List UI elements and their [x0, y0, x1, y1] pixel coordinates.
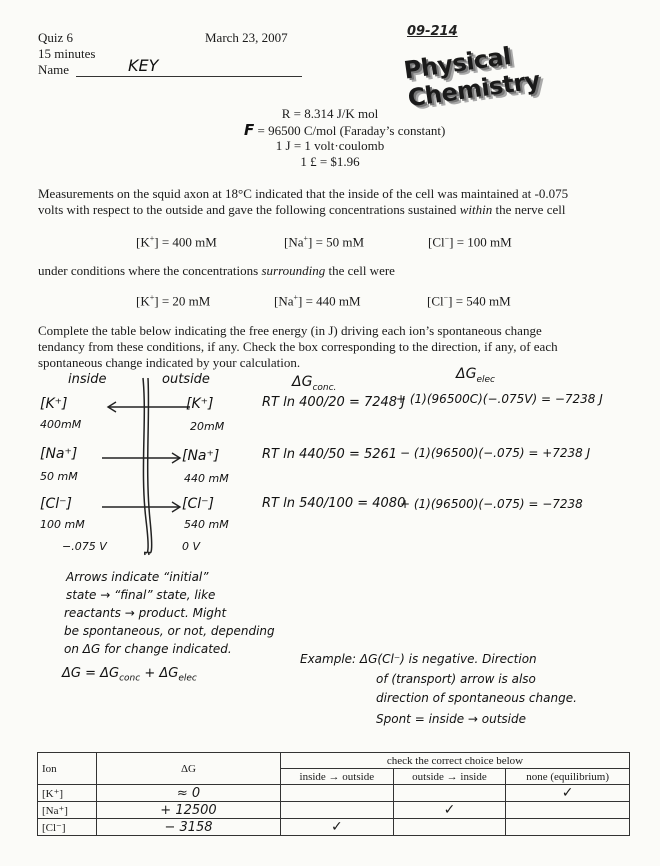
- outside-voltage: 0 V: [182, 540, 201, 553]
- na-inside-label: [Na⁺]: [40, 446, 78, 462]
- na-outside-conc: 440 mM: [184, 472, 229, 485]
- calc-cl-elec: + (1)(96500)(−.075) = −7238: [400, 497, 583, 511]
- inside-k: [K+] = 400 mM: [136, 234, 217, 250]
- constant-pound: 1 £ = $1.96: [300, 154, 360, 169]
- inside-na: [Na+] = 50 mM: [284, 234, 365, 250]
- col-inside-outside: inside → outside: [281, 769, 394, 785]
- example-line-3: direction of spontaneous change.: [376, 691, 577, 705]
- k-outside-conc: 20mM: [190, 420, 225, 433]
- check-inside-outside[interactable]: [281, 785, 394, 802]
- check-outside-inside[interactable]: [393, 819, 506, 836]
- cl-outside-label: [Cl⁻]: [182, 496, 214, 512]
- course-number: 09-214: [407, 24, 458, 39]
- inside-voltage: −.075 V: [62, 540, 107, 553]
- name-label: Name: [38, 62, 70, 77]
- duration-label: 15 minutes: [38, 46, 96, 61]
- quiz-date: March 23, 2007: [205, 30, 288, 45]
- table-row-cl: [38, 819, 630, 836]
- name-value: KEY: [128, 56, 159, 75]
- constant-joule: 1 J = 1 volt·coulomb: [275, 138, 385, 153]
- example-line-1: Example: ΔG(Cl⁻) is negative. Direction: [300, 652, 537, 666]
- intro-line-2: volts with respect to the outside and gave the following concentrations sustained within the nerve cell: [38, 202, 566, 217]
- row-ion: [Cl⁻]: [38, 819, 97, 836]
- faraday-symbol: F: [244, 121, 255, 139]
- calc-na-elec: − (1)(96500)(−.075) = +7238 J: [400, 446, 591, 460]
- col-ion-header: Ion: [38, 753, 97, 785]
- outside-heading: outside: [162, 372, 210, 387]
- note-line-4: be spontaneous, or not, depending: [64, 624, 275, 638]
- na-inside-conc: 50 mM: [40, 470, 78, 483]
- outside-k: [K+] = 20 mM: [136, 293, 211, 309]
- k-outside-label: [K⁺]: [186, 396, 214, 412]
- intro-line-1: Measurements on the squid axon at 18°C indicated that the inside of the cell was maintained at -0.075: [38, 186, 569, 201]
- calc-na-conc: RT ln 440/50 = 5261: [262, 447, 398, 462]
- k-inside-conc: 400mM: [40, 418, 82, 431]
- row-dg: + 12500: [97, 802, 281, 819]
- note-line-1: Arrows indicate “initial”: [66, 570, 209, 584]
- calc-k-elec: + (1)(96500C)(−.075V) = −7238 J: [396, 392, 603, 406]
- col-outside-inside: outside → inside: [393, 769, 506, 785]
- note-line-3: reactants → product. Might: [64, 606, 227, 620]
- row-dg: − 3158: [97, 819, 281, 836]
- dg-conc-heading: $\Delta G_{conc.}$: [292, 374, 337, 393]
- check-none[interactable]: ✓: [506, 785, 630, 802]
- inside-cl: [Cl−] = 100 mM: [428, 234, 512, 250]
- answer-table: [37, 752, 630, 836]
- row-ion: [K⁺]: [38, 785, 97, 802]
- col-check-header: check the correct choice below: [281, 753, 630, 769]
- cl-inside-conc: 100 mM: [40, 518, 85, 531]
- outside-na: [Na+] = 440 mM: [274, 293, 361, 309]
- calc-k-conc: RT ln 400/20 = 7248 J: [262, 395, 406, 410]
- row-dg: ≈ 0: [97, 785, 281, 802]
- table-row-k: [38, 785, 630, 802]
- check-outside-inside[interactable]: ✓: [393, 802, 506, 819]
- example-line-4: Spont = inside → outside: [376, 712, 527, 726]
- check-none[interactable]: [506, 819, 630, 836]
- check-inside-outside[interactable]: [281, 802, 394, 819]
- col-none: none (equilibrium): [506, 769, 630, 785]
- outside-cl: [Cl−] = 540 mM: [427, 293, 511, 309]
- table-row-na: [38, 802, 630, 819]
- table-header-row: [38, 753, 630, 769]
- conditions-text: under conditions where the concentrations surrounding the cell were: [38, 263, 395, 278]
- inside-heading: inside: [68, 372, 107, 387]
- instructions-line-3: spontaneous change indicated by your calculation.: [38, 355, 301, 370]
- dg-elec-heading: $\Delta G_{elec}$: [456, 366, 495, 385]
- membrane-line-right: [148, 378, 152, 555]
- course-title: Physical Chemistry: [402, 41, 542, 113]
- row-ion: [Na⁺]: [38, 802, 97, 819]
- note-line-5: on ΔG for change indicated.: [64, 642, 232, 656]
- check-inside-outside[interactable]: ✓: [281, 819, 394, 836]
- constant-r: R = 8.314 J/K mol: [281, 106, 379, 121]
- example-line-2: of (transport) arrow is also: [376, 672, 536, 686]
- col-dg-header: ΔG: [97, 753, 281, 785]
- calc-cl-conc: RT ln 540/100 = 4080: [262, 496, 406, 511]
- instructions-line-1: Complete the table below indicating the free energy (in J) driving each ion’s spontaneous change: [38, 323, 542, 338]
- check-outside-inside[interactable]: [393, 785, 506, 802]
- note-line-2: state → “final” state, like: [66, 588, 216, 602]
- na-outside-label: [Na⁺]: [182, 448, 220, 464]
- dg-sum-equation: $\Delta G = \Delta G_{conc} + \Delta G_{elec}$: [62, 666, 197, 684]
- quiz-label: Quiz 6: [38, 30, 74, 45]
- instructions-line-2: tendancy from these conditions, if any. Check the box corresponding to the direction, if any, of each: [38, 339, 558, 354]
- check-none[interactable]: [506, 802, 630, 819]
- faraday-text: = 96500 C/mol (Faraday’s constant): [257, 123, 446, 138]
- k-inside-label: [K⁺]: [40, 396, 68, 412]
- cl-outside-conc: 540 mM: [184, 518, 229, 531]
- cl-inside-label: [Cl⁻]: [40, 496, 72, 512]
